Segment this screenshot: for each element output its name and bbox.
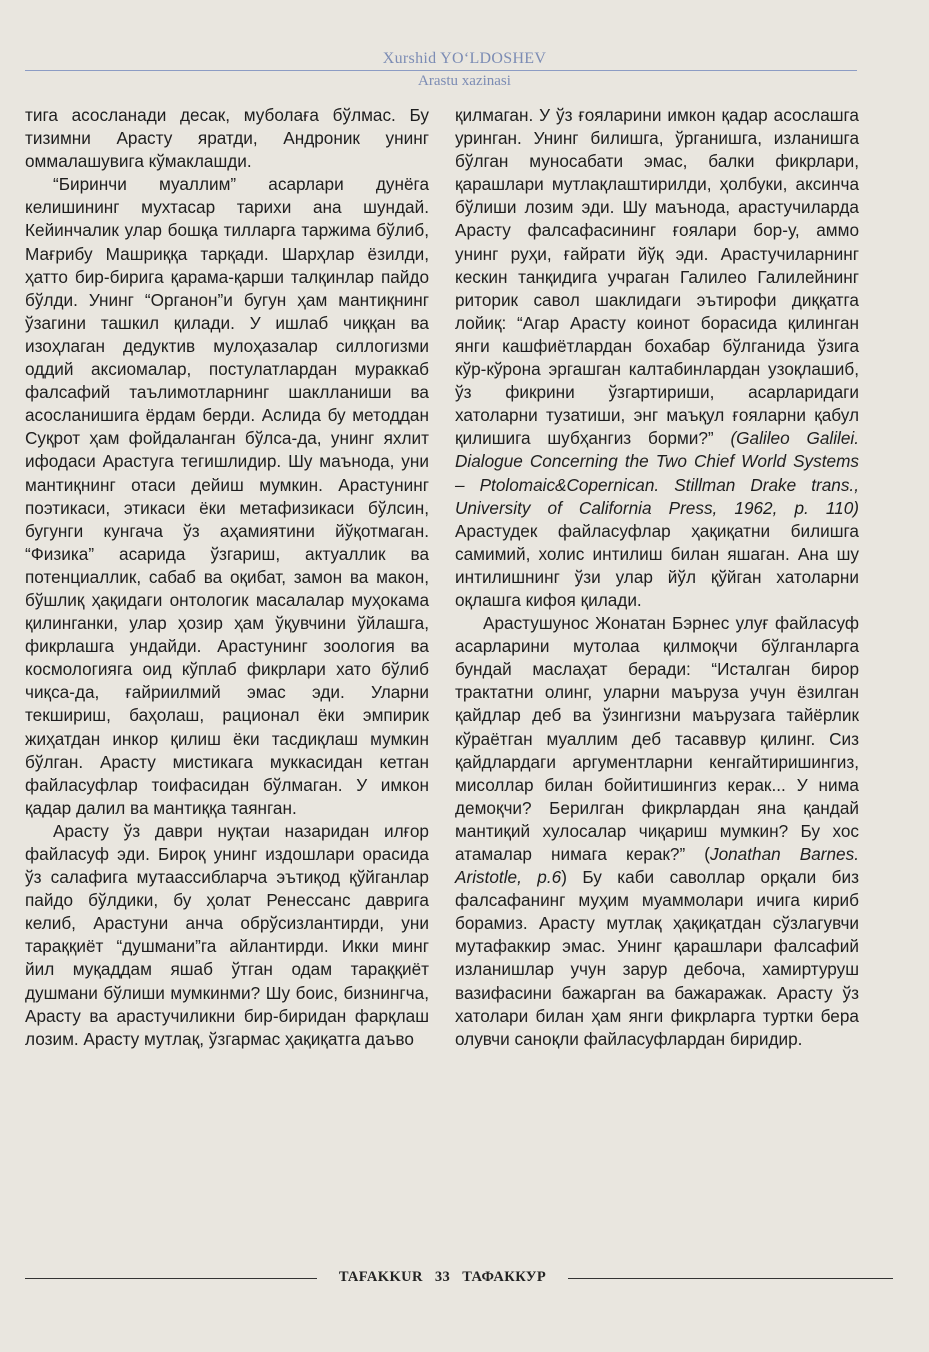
paragraph bbox=[455, 104, 859, 612]
paragraph: тига асосланади десак, муболаға бўлмас. Бу тизимни Арасту яратди, Андроник унинг оммалашувига кўмаклашди. bbox=[25, 105, 429, 172]
paragraph-text: Арастушунос Жонатан Бэрнес улуғ файласуф асарларини мутолаа қилмоқчи бўлганларга бундай маслаҳат беради: “Исталган бирор трактатни олинг, уларни маъруза учун ёзилган қайдлар деб ва ўзингизни маърузага тайёрлик кўраётган муаллим деб тасаввур қилинг. Сиз қайдлардаги аргументларни кенгайтиришингиз, мисоллар билан бойитишингиз керак... У нима демоқчи? Берилган фикрлардан яна қандай мантиқий хулосалар чиқариш мумкин? Бу хос атамалар нимага керак?” ( bbox=[455, 613, 859, 864]
footer-title-cyrillic: ТАФАККУР bbox=[462, 1269, 547, 1285]
paragraph bbox=[455, 612, 859, 1051]
right-column bbox=[455, 104, 859, 1051]
paragraph-text: ) Бу каби саволлар орқали биз фалсафанинг муҳим муаммолари ичига кириб борамиз. Арасту мутлақ ҳақиқатдан сўзлагувчи мутафаккир эмас. Унинг қарашлари фалсафий изланишлар учун зарур дебоча, хамиртуруш вазифасини бажарган ва бажаражак. Арасту ўз хатолари билан ҳам янги фикрларга туртки бера олувчи саноқли файласуфлардан биридир. bbox=[455, 867, 859, 1049]
footer-title-latin: TAFAKKUR bbox=[338, 1269, 423, 1285]
footer-divider-left bbox=[25, 1278, 317, 1279]
paragraph-text: қилмаган. У ўз ғояларини имкон қадар асослашга уринган. Унинг билишга, ўрганишга, изланишга бўлган муносабати эмас, балки фикрлари, қарашлари мутлақлаштирилди, ҳолбуки, аксинча бўлиши лозим эди. Шу маънода, арастучиларда Арасту фалсафасининг ғоялари бор-у, аммо унинг руҳи, ғайрати йўқ эди. Арастучиларнинг кескин танқидига учраган Галилео Галилейнинг риторик савол шаклидаги эътирофи диққатга лойиқ: “Агар Арасту коинот борасида қилинган янги кашфиётлардан бохабар бўлганида ўзига кўр-кўрона эргашган калтабинлардан узоқлашиб, ўз фикрини ўзгартириши, асарларидаги хатоларни тузатиши, энг маъқул ғояларни қабул қилишига шубҳангиз борми?” bbox=[455, 105, 859, 449]
left-column bbox=[25, 104, 429, 1051]
header-divider bbox=[25, 70, 857, 71]
footer-divider-right bbox=[568, 1278, 893, 1279]
page-number: 33 bbox=[434, 1269, 451, 1285]
header-subtitle: Arastu xazinasi bbox=[418, 73, 511, 89]
page-footer bbox=[0, 1268, 929, 1288]
paragraph: “Биринчи муаллим” асарлари дунёга келишининг мухтасар тарихи ана шундай. Кейинчалик улар бошқа тилларга таржима бўлиб, Мағрибу Машриққа тарқади. Шарҳлар ёзилди, ҳатто бир-бирига қарама-қарши талқинлар пайдо бўлди. Унинг “Органон”и бугун ҳам мантиқнинг ўзагини ташкил қилади. У ишлаб чиққан ва изоҳлаган дедуктив мулоҳазалар силлогизми оддий аксиомалар, постулатлардан мураккаб фалсафий таълимотларнинг шаклланиши ва асосланишига ёрдам берди. Аслида бу методдан Суқрот ҳам фойдаланган бўлса-да, унинг яхлит ифодаси Арастуга тегишлидир. Шу маънода, уни мантиқнинг отаси дейиш мумкин. Арастунинг поэтикаси, этикаси ёки метафизикаси бўлсин, бугунги кунгача ўз аҳамиятини йўқотмаган. “Физика” асарида ўзгариш, актуаллик ва потенциаллик, сабаб ва оқибат, замон ва макон, бўшлиқ ҳақидаги онтологик масалалар муҳокама қилинганки, улар ҳозир ҳам ўқувчини ўйлашга, фикрлашга ундайди. Арастунинг зоология ва космологияга оид кўплаб фикрлари хато бўлиб чиқса-да, ғайриилмий эмас эди. Уларни текшириш, баҳолаш, рационал ёки эмпирик жиҳатдан инкор қилиш ёки тасдиқлаш мумкин бўлган. Арасту мистикага муккасидан кетган файласуфлар тоифасидан бўлмаган. У имкон қадар далил ва мантиққа таянган. bbox=[25, 174, 429, 818]
citation: Jonathan Barnes. Aristotle, p.6 bbox=[455, 844, 859, 888]
citation: (Galileo Galilei. Dialogue Concerning the Two Chief World Systems – Ptolomaic&Copernican. Stillman Drake trans., University of California Press, 1962, p. 110) bbox=[455, 428, 859, 518]
paragraph-text: Арастудек файласуфлар ҳақиқатни билишга самимий, холис интилиш билан яшаган. Ана шу интилишнинг ўзи улар йўл қўйган хатоларни оқлашга кифоя қилади. bbox=[455, 520, 859, 610]
footer-label bbox=[320, 1269, 565, 1286]
paragraph: Арасту ўз даври нуқтаи назаридан илғор файласуф эди. Бироқ унинг издошлари орасида ўз салафига мутаассибларча эътиқод қўйганлар пайдо бўлдики, бу ҳолат Ренессанс даврига келиб, Арастуни анча обрўсизлантирди, уни тараққиёт “душмани”га айлантирди. Икки минг йил муқаддам яшаб ўтган одам тараққиёт душмани бўлиши мумкинми? Шу боис, бизнингча, Арасту ва арастучиликни бир-биридан фарқлаш лозим. Арасту мутлақ, ўзгармас ҳақиқатга даъво bbox=[25, 820, 429, 1049]
header-author: Xurshid YO‘LDOSHEV bbox=[382, 50, 547, 67]
